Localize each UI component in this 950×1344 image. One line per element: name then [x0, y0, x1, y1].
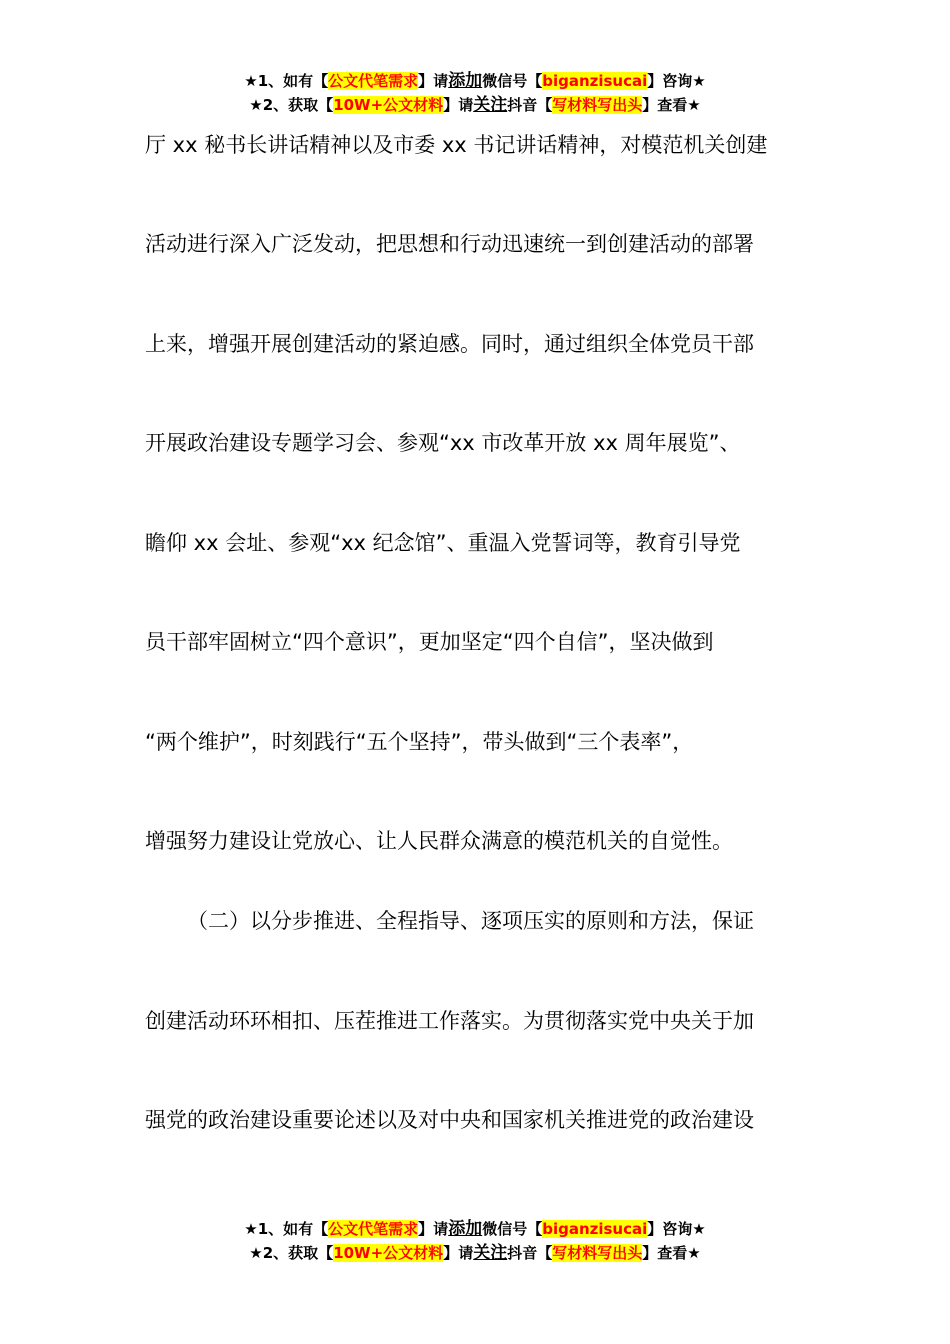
promo-text: 】请: [443, 96, 474, 114]
body-line-6: 员干部牢固树立“四个意识”，更加坚定“四个自信”，坚决做到: [145, 630, 714, 654]
promo-text: 】请: [443, 1244, 474, 1262]
body-line-3: 上来，增强开展创建活动的紧迫感。同时，通过组织全体党员干部: [145, 332, 754, 356]
body-line-5: 瞻仰 xx 会址、参观“xx 纪念馆”、重温入党誓词等，教育引导党: [145, 531, 741, 555]
promo-text: ★2、获取【: [249, 96, 334, 114]
highlight-wechat-id: biganzisucai: [542, 72, 648, 90]
promo-emphasis: 关注: [473, 95, 508, 115]
body-line-4: 开展政治建设专题学习会、参观“xx 市改革开放 xx 周年展览”、: [145, 431, 741, 455]
promo-text: 】查看★: [642, 1244, 701, 1262]
promo-emphasis: 添加: [448, 1219, 483, 1239]
body-line-10: 创建活动环环相扣、压茬推进工作落实。为贯彻落实党中央关于加: [145, 1009, 754, 1033]
promo-text: ★2、获取【: [249, 1244, 334, 1262]
promo-banner-top: [0, 69, 950, 117]
body-line-7: “两个维护”，时刻践行“五个坚持”，带头做到“三个表率”，: [145, 730, 694, 754]
promo-text: 】咨询★: [647, 72, 706, 90]
highlight-douyin: 写材料写出头: [552, 96, 643, 114]
promo-text: 抖音【: [507, 1244, 553, 1262]
highlight-materials: 10W+公文材料: [333, 96, 444, 114]
promo-text: 】请: [418, 72, 449, 90]
promo-text: 】请: [418, 1220, 449, 1238]
promo-text: ★1、如有【: [244, 1220, 329, 1238]
promo-text: 】咨询★: [647, 1220, 706, 1238]
promo-line-2: [0, 1241, 950, 1265]
body-line-1: 厅 xx 秘书长讲话精神以及市委 xx 书记讲话精神，对模范机关创建: [145, 133, 768, 157]
body-line-11: 强党的政治建设重要论述以及对中央和国家机关推进党的政治建设: [145, 1108, 754, 1132]
promo-line-1: [0, 69, 950, 93]
highlight-service: 公文代笔需求: [328, 72, 419, 90]
promo-emphasis: 关注: [473, 1243, 508, 1263]
body-line-8: 增强努力建设让党放心、让人民群众满意的模范机关的自觉性。: [145, 829, 733, 853]
body-line-2: 活动进行深入广泛发动，把思想和行动迅速统一到创建活动的部署: [145, 232, 754, 256]
highlight-service: 公文代笔需求: [328, 1220, 419, 1238]
highlight-materials: 10W+公文材料: [333, 1244, 444, 1262]
promo-text: 微信号【: [482, 1220, 543, 1238]
promo-text: 抖音【: [507, 96, 553, 114]
promo-text: 微信号【: [482, 72, 543, 90]
highlight-douyin: 写材料写出头: [552, 1244, 643, 1262]
promo-emphasis: 添加: [448, 71, 483, 91]
body-line-9: （二）以分步推进、全程指导、逐项压实的原则和方法，保证: [187, 909, 754, 933]
promo-banner-bottom: [0, 1217, 950, 1265]
promo-line-2: [0, 93, 950, 117]
promo-text: 】查看★: [642, 96, 701, 114]
highlight-wechat-id: biganzisucai: [542, 1220, 648, 1238]
promo-line-1: [0, 1217, 950, 1241]
promo-text: ★1、如有【: [244, 72, 329, 90]
